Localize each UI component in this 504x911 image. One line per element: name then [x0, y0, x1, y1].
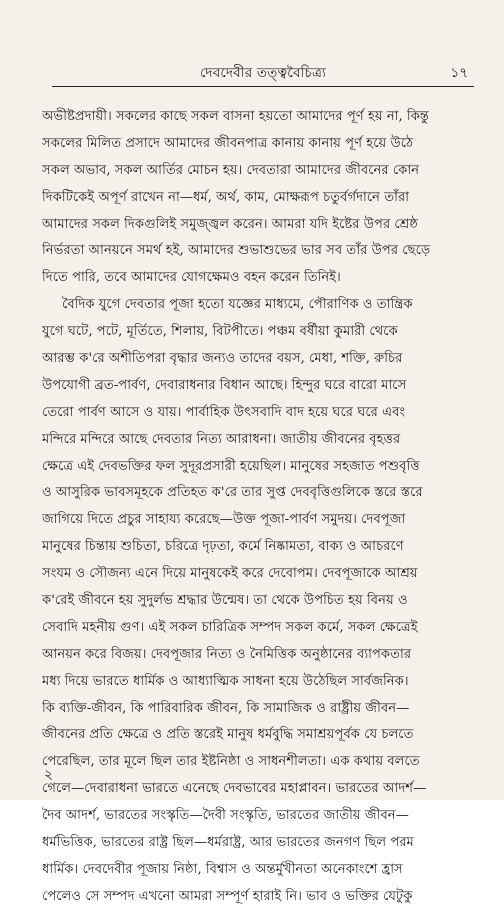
signature-mark: ২ [44, 767, 54, 783]
running-title: দেবদেবীর তত্ত্ববৈচিত্র্য [199, 65, 327, 81]
text-line: সেবাদি মহনীয় গুণ। এই সকল চারিত্রিক সম্পদ সকল কর্মে, সকল ক্ষেত্রেই [42, 619, 418, 635]
text-line: ক্ষেত্রে এই দেবভক্তির ফল সুদূরপ্রসারী হয়েছিল। মানুষের সহজাত পশুবৃত্তি [42, 458, 420, 474]
text-line: ধর্মভিত্তিক, ভারতের রাষ্ট্র ছিল—ধর্মরাষ্ট্র, আর ভারতের জনগণ ছিল পরম [42, 835, 414, 851]
text-line: পেরেছিল, তার মূলে ছিল তার ইষ্টনিষ্ঠা ও সাধনশীলতা। এক কথায় বলতে [42, 754, 420, 770]
text-line: জীবনের প্রতি ক্ষেত্রে ও প্রতি স্তরেই মানুষ ধর্মবুদ্ধি সমাশ্রয়পূর্বক যে চলতে [42, 727, 414, 743]
paragraph-first-line: বৈদিক যুগে দেবতার পূজা হতো যজ্ঞের মাধ্যমে, পৌরাণিক ও তান্ত্রিক [62, 297, 413, 313]
text-line: দিতে পারি, তবে আমাদের যোগক্ষেমও বহন করেন তিনিই। [42, 270, 341, 286]
text-line: ও আসুরিক ভাবসমূহকে প্রতিহত ক'রে তার সুপ্ত দেববৃত্তিগুলিকে স্তরে স্তরে [42, 485, 423, 501]
text-line: সকল অভাব, সকল আর্তির মোচন হয়। দেবতারা আমাদের জীবনের কোন [42, 162, 420, 178]
text-line: তেরো পার্বণ আসে ও যায়। পার্বাহিক উৎসবাদি বাদ হয়ে ঘরে ঘরে এবং [42, 404, 406, 420]
text-line: অভীষ্টপ্রদায়ী। সকলের কাছে সকল বাসনা হয়তো আমাদের পূর্ণ হয় না, কিন্তু [42, 109, 430, 124]
text-line: জাগিয়ে দিতে প্রচুর সাহায্য করেছে—উক্ত পূজা-পার্বণ সমুদয়। দেবপূজা [42, 512, 406, 528]
text-line: মন্দিরে মন্দিরে আছে দেবতার নিত্য আরাধনা। জাতীয় জীবনের বৃহত্তর [42, 431, 401, 447]
text-line: কি ব্যক্তি-জীবন, কি পারিবারিক জীবন, কি সামাজিক ও রাষ্ট্রীয় জীবন— [42, 700, 410, 716]
text-line: আমাদের সকল দিকগুলিই সমুজ্জ্বল করেন। আমরা যদি ইষ্টের উপর শ্রেষ্ঠ [42, 216, 418, 232]
page-header [52, 58, 474, 87]
text-line: মানুষের চিন্তায় শুচিতা, চরিত্রে দৃঢ়তা, কর্মে নিষ্কামতা, বাক্য ও আচরণে [42, 539, 404, 555]
text-line: গেলে—দেবারাধনা ভারতে এনেছে দেবভাবের মহাপ্লাবন। ভারতের আদর্শ— [42, 781, 427, 797]
text-line: দিকটিকেই অপূর্ণ রাখেন না—ধর্ম, অর্থ, কাম, মোক্ষরূপ চতুর্বর্গদানে তাঁরা [42, 189, 410, 205]
text-line: সকলের মিলিত প্রসাদে আমাদের জীবনপাত্র কানায় কানায় পূর্ণ হয়ে উঠে [42, 135, 414, 151]
text-line: আরম্ভ ক'রে অশীতিপরা বৃদ্ধার জন্যও তাদের বয়স, মেধা, শক্তি, রুচির [42, 351, 403, 367]
text-line: দৈব আদর্শ, ভারতের সংস্কৃতি—দৈবী সংস্কৃতি, ভারতের জাতীয় জীবন— [42, 808, 409, 824]
text-line: ক'রেই জীবনে হয় সুদুর্লভ শ্রদ্ধার উন্মেষ। তা থেকে উপচিত হয় বিনয় ও [42, 593, 408, 609]
body-text [42, 104, 490, 911]
text-line: মধ্য দিয়ে ভারতে ধার্মিক ও আধ্যাত্মিক সাধনা হয়ে উঠেছিল সার্বজনিক। [42, 673, 409, 689]
text-line: যুগে ঘটে, পটে, মূর্তিতে, শিলায়, বিটপীতে। পঞ্চম বর্ষীয়া কুমারী থেকে [42, 324, 398, 340]
text-line: আনয়ন করে বিজয়। দেবপূজার নিত্য ও নৈমিত্তিক অনুষ্ঠানের ব্যাপকতার [42, 646, 412, 662]
text-line: পেলেও সে সম্পদ এখনো আমরা সম্পূর্ণ হারাই নি। ভাব ও ভক্তির যেটুকু [42, 888, 413, 904]
text-line: সংযম ও সৌজন্য এনে দিয়ে মানুষকেই করে দেবোপম। দেবপূজাকে আশ্রয় [42, 566, 418, 582]
page-number: ১৭ [450, 65, 468, 81]
text-line: উপযোগী ব্রত-পার্বণ, দেবারাধনার বিধান আছে। হিন্দুর ঘরে বারো মাসে [42, 377, 407, 393]
text-line: নির্ভরতা আনয়নে সমর্থ হই, আমাদের শুভাশুভের ভার সব তাঁর উপর ছেড়ে [42, 243, 431, 259]
text-line: ধার্মিক। দেবদেবীর পূজায় নিষ্ঠা, বিশ্বাস ও অন্তর্মুখীনতা অনেকাংশে হ্রাস [42, 861, 403, 877]
